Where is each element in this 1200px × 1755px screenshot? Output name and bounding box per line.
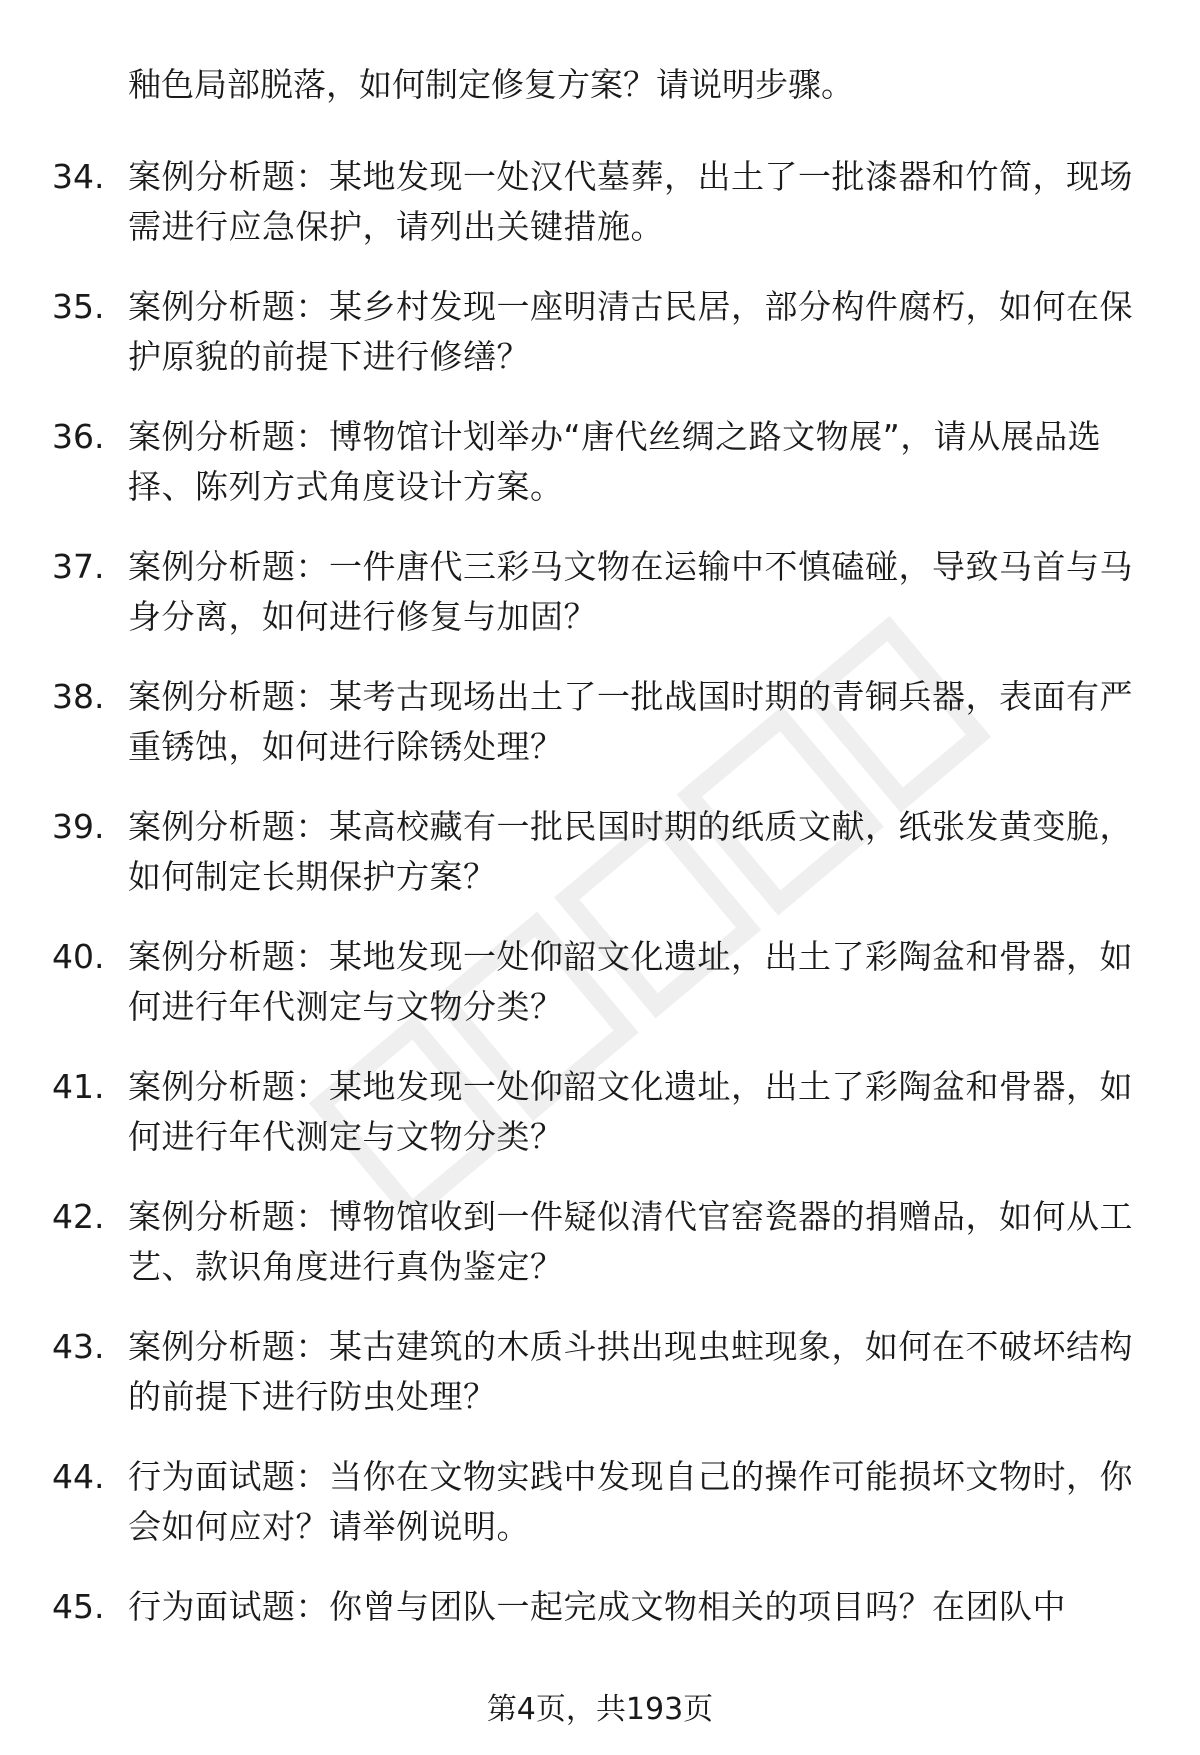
- list-item: [0, 152, 1200, 282]
- list-item: [0, 1322, 1200, 1452]
- item-text: 案例分析题：某地发现一处仰韶文化遗址，出土了彩陶盆和骨器，如何进行年代测定与文物分类？: [128, 1067, 1133, 1156]
- list-item: [0, 802, 1200, 932]
- item-text: 案例分析题：某地发现一处汉代墓葬，出土了一批漆器和竹简，现场需进行应急保护，请列出关键措施。: [128, 157, 1133, 246]
- continuation-text: 釉色局部脱落，如何制定修复方案？请说明步骤。: [128, 65, 854, 104]
- list-item: [0, 1452, 1200, 1582]
- item-number: 42.: [52, 1197, 105, 1236]
- list-item: [0, 282, 1200, 412]
- item-number: 35.: [52, 287, 105, 326]
- item-text: 案例分析题：博物馆收到一件疑似清代官窑瓷器的捐赠品，如何从工艺、款识角度进行真伪鉴定？: [128, 1197, 1133, 1286]
- list-item: [0, 1062, 1200, 1192]
- page-footer: 第4页，共193页: [486, 1692, 714, 1727]
- list-item: [0, 412, 1200, 542]
- item-number: 41.: [52, 1067, 105, 1106]
- item-number: 34.: [52, 157, 105, 196]
- item-number: 44.: [52, 1457, 105, 1496]
- item-text: 案例分析题：一件唐代三彩马文物在运输中不慎磕碰，导致马首与马身分离，如何进行修复与加固？: [128, 547, 1133, 636]
- item-text: 案例分析题：某高校藏有一批民国时期的纸质文献，纸张发黄变脆，如何制定长期保护方案？: [128, 807, 1133, 896]
- item-text: 案例分析题：某地发现一处仰韶文化遗址，出土了彩陶盆和骨器，如何进行年代测定与文物分类？: [128, 937, 1133, 1026]
- item-text: 案例分析题：某乡村发现一座明清古民居，部分构件腐朽，如何在保护原貌的前提下进行修缮？: [128, 287, 1133, 376]
- item-number: 38.: [52, 677, 105, 716]
- list-item: [0, 542, 1200, 672]
- item-number: 40.: [52, 937, 105, 976]
- item-number: 45.: [52, 1587, 105, 1626]
- list-item: [0, 1192, 1200, 1322]
- item-number: 37.: [52, 547, 105, 586]
- list-item: [0, 672, 1200, 802]
- item-text: 行为面试题：当你在文物实践中发现自己的操作可能损坏文物时，你会如何应对？请举例说明。: [128, 1457, 1133, 1546]
- item-text: 案例分析题：博物馆计划举办“唐代丝绸之路文物展”，请从展品选择、陈列方式角度设计方案。: [128, 417, 1102, 506]
- item-text: 案例分析题：某考古现场出土了一批战国时期的青铜兵器，表面有严重锈蚀，如何进行除锈处理？: [128, 677, 1133, 766]
- item-text: 案例分析题：某古建筑的木质斗拱出现虫蛀现象，如何在不破坏结构的前提下进行防虫处理？: [128, 1327, 1133, 1416]
- question-list: [0, 152, 1200, 1712]
- item-number: 39.: [52, 807, 105, 846]
- item-number: 43.: [52, 1327, 105, 1366]
- item-number: 36.: [52, 417, 105, 456]
- list-item: [0, 932, 1200, 1062]
- item-text: 行为面试题：你曾与团队一起完成文物相关的项目吗？在团队中: [128, 1587, 1066, 1626]
